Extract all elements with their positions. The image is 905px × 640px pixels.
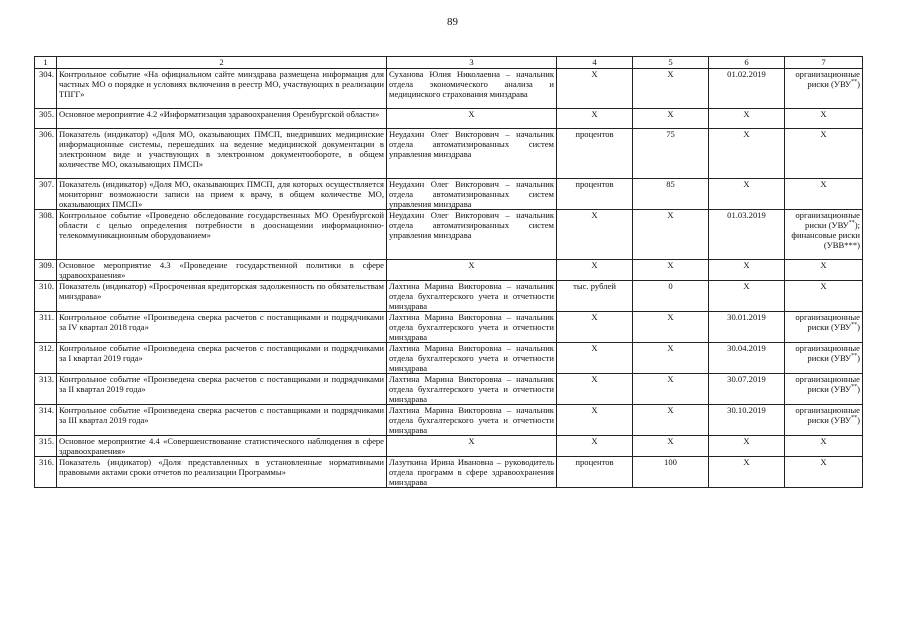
row-date: Х xyxy=(709,436,785,457)
row-executor: Неудахин Олег Викторович – начальник отдела автоматизированных систем управления минздрава xyxy=(387,210,557,260)
row-number: 316. xyxy=(35,457,57,488)
risk-text: Х xyxy=(820,109,827,119)
row-name: Контрольное событие «Проведено обследование государственных МО Оренбургской области с целью определения потребности в дооснащении информационно-телекоммуникационным оборудованием» xyxy=(57,210,387,260)
row-executor: Х xyxy=(387,436,557,457)
risk-text: Х xyxy=(820,260,827,270)
row-number: 307. xyxy=(35,179,57,210)
row-executor: Суханова Юлия Николаевна – начальник отдела экономического анализа и медицинского страхования минздрава xyxy=(387,69,557,109)
row-value: Х xyxy=(633,312,709,343)
row-risk xyxy=(785,457,863,488)
row-executor: Лахтина Марина Викторовна – начальник отдела бухгалтерского учета и отчетности минздрава xyxy=(387,281,557,312)
row-executor: Лахтина Марина Викторовна – начальник отдела бухгалтерского учета и отчетности минздрава xyxy=(387,312,557,343)
row-name: Контрольное событие «Произведена сверка расчетов с поставщиками и подрядчиками за I квартал 2019 года» xyxy=(57,343,387,374)
risk-text: организационные риски (УВУ xyxy=(795,312,860,332)
row-risk xyxy=(785,343,863,374)
row-unit: процентов xyxy=(557,129,633,179)
row-date: Х xyxy=(709,281,785,312)
row-date: 30.07.2019 xyxy=(709,374,785,405)
row-risk xyxy=(785,210,863,260)
row-date: Х xyxy=(709,129,785,179)
row-value: 0 xyxy=(633,281,709,312)
row-executor: Х xyxy=(387,109,557,129)
row-name: Контрольное событие «Произведена сверка расчетов с поставщиками и подрядчиками за III квартал 2019 года» xyxy=(57,405,387,436)
table-row xyxy=(35,109,863,129)
row-number: 309. xyxy=(35,260,57,281)
risk-text: организационные риски (УВУ xyxy=(795,210,860,230)
row-number: 315. xyxy=(35,436,57,457)
row-unit: Х xyxy=(557,343,633,374)
row-unit: процентов xyxy=(557,179,633,210)
risk-text: организационные риски (УВУ xyxy=(795,374,860,394)
column-header: 4 xyxy=(557,57,633,69)
row-risk xyxy=(785,69,863,109)
column-header: 5 xyxy=(633,57,709,69)
row-name: Контрольное событие «На официальном сайте минздрава размещена информация для частных МО о порядке и условиях включения в реестр МО, участвующих в реализации ТПГГ» xyxy=(57,69,387,109)
row-value: 100 xyxy=(633,457,709,488)
row-risk xyxy=(785,260,863,281)
row-name: Показатель (индикатор) «Доля МО, оказывающих ПМСП, для которых осуществляется мониторинг возможности записи на прием к врачу, в общем количестве МО, оказывающих ПМСП» xyxy=(57,179,387,210)
risk-footnote-mark: ** xyxy=(851,415,858,422)
row-number: 308. xyxy=(35,210,57,260)
row-name: Контрольное событие «Произведена сверка расчетов с поставщиками и подрядчиками за II квартал 2019 года» xyxy=(57,374,387,405)
row-value: 75 xyxy=(633,129,709,179)
table-row xyxy=(35,312,863,343)
risk-text: Х xyxy=(820,179,827,189)
row-unit: Х xyxy=(557,109,633,129)
row-value: Х xyxy=(633,260,709,281)
row-date: 30.01.2019 xyxy=(709,312,785,343)
row-number: 304. xyxy=(35,69,57,109)
row-date: Х xyxy=(709,179,785,210)
row-number: 311. xyxy=(35,312,57,343)
row-unit: Х xyxy=(557,374,633,405)
row-risk xyxy=(785,109,863,129)
table-row xyxy=(35,210,863,260)
row-date: 01.03.2019 xyxy=(709,210,785,260)
risk-tail: ); финансовые риски (УВВ***) xyxy=(791,220,860,250)
row-executor: Лахтина Марина Викторовна – начальник отдела бухгалтерского учета и отчетности минздрава xyxy=(387,405,557,436)
risk-text: организационные риски (УВУ xyxy=(795,343,860,363)
row-unit: Х xyxy=(557,210,633,260)
row-executor: Неудахин Олег Викторович – начальник отдела автоматизированных систем управления минздрава xyxy=(387,129,557,179)
row-unit: тыс. рублей xyxy=(557,281,633,312)
table-row xyxy=(35,457,863,488)
row-number: 310. xyxy=(35,281,57,312)
risk-text: организационные риски (УВУ xyxy=(795,405,860,425)
row-risk xyxy=(785,436,863,457)
risk-footnote-mark: ** xyxy=(851,79,858,86)
row-risk xyxy=(785,405,863,436)
risk-tail: ) xyxy=(857,384,860,394)
row-unit: Х xyxy=(557,312,633,343)
row-date: 30.10.2019 xyxy=(709,405,785,436)
row-name: Основное мероприятие 4.3 «Проведение государственной политики в сфере здравоохранения» xyxy=(57,260,387,281)
row-value: Х xyxy=(633,343,709,374)
risk-text: Х xyxy=(820,436,827,446)
row-risk xyxy=(785,179,863,210)
table-row xyxy=(35,129,863,179)
risk-text: организационные риски (УВУ xyxy=(795,69,860,89)
table-row xyxy=(35,405,863,436)
row-risk xyxy=(785,312,863,343)
page-number: 89 xyxy=(447,16,458,28)
risk-footnote-mark: ** xyxy=(851,353,858,360)
row-value: Х xyxy=(633,436,709,457)
column-header: 2 xyxy=(57,57,387,69)
row-unit: Х xyxy=(557,405,633,436)
column-header: 3 xyxy=(387,57,557,69)
row-name: Показатель (индикатор) «Доля МО, оказывающих ПМСП, внедривших медицинские информационные системы, перешедших на ведение медицинской документации в электронном виде и участвующих в электронном документообороте, в общем количестве МО, оказывающих ПМСП» xyxy=(57,129,387,179)
risk-footnote-mark: ** xyxy=(848,220,855,227)
row-unit: процентов xyxy=(557,457,633,488)
column-header: 1 xyxy=(35,57,57,69)
row-number: 313. xyxy=(35,374,57,405)
risk-text: Х xyxy=(820,129,827,139)
row-name: Контрольное событие «Произведена сверка расчетов с поставщиками и подрядчиками за IV квартал 2018 года» xyxy=(57,312,387,343)
row-risk xyxy=(785,374,863,405)
column-header: 6 xyxy=(709,57,785,69)
row-name: Показатель (индикатор) «Просроченная кредиторская задолженность по обязательствам минздрава» xyxy=(57,281,387,312)
table-row xyxy=(35,69,863,109)
risk-text: Х xyxy=(820,457,827,467)
row-risk xyxy=(785,129,863,179)
row-date: Х xyxy=(709,457,785,488)
risk-tail: ) xyxy=(857,322,860,332)
row-date: Х xyxy=(709,109,785,129)
row-value: Х xyxy=(633,109,709,129)
table-row xyxy=(35,260,863,281)
row-executor: Лахтина Марина Викторовна – начальник отдела бухгалтерского учета и отчетности минздрава xyxy=(387,343,557,374)
table-row xyxy=(35,179,863,210)
row-executor: Неудахин Олег Викторович – начальник отдела автоматизированных систем управления минздрава xyxy=(387,179,557,210)
row-executor: Лазуткина Ирина Ивановна – руководитель отдела программ в сфере здравоохранения минздрава xyxy=(387,457,557,488)
row-value: Х xyxy=(633,374,709,405)
row-executor: Х xyxy=(387,260,557,281)
row-unit: Х xyxy=(557,260,633,281)
row-date: 30.04.2019 xyxy=(709,343,785,374)
row-name: Основное мероприятие 4.4 «Совершенствование статистического наблюдения в сфере здравоохранения» xyxy=(57,436,387,457)
risk-tail: ) xyxy=(857,79,860,89)
row-value: Х xyxy=(633,405,709,436)
row-value: Х xyxy=(633,69,709,109)
table-row xyxy=(35,281,863,312)
table-row xyxy=(35,374,863,405)
risk-text: Х xyxy=(820,281,827,291)
table-row xyxy=(35,436,863,457)
row-risk xyxy=(785,281,863,312)
row-date: Х xyxy=(709,260,785,281)
row-unit: Х xyxy=(557,436,633,457)
table-row xyxy=(35,343,863,374)
risk-tail: ) xyxy=(857,415,860,425)
row-executor: Лахтина Марина Викторовна – начальник отдела бухгалтерского учета и отчетности минздрава xyxy=(387,374,557,405)
row-name: Показатель (индикатор) «Доля представленных в установленные нормативными правовыми актами сроки отчетов по реализации Программы» xyxy=(57,457,387,488)
plan-table xyxy=(34,56,863,488)
row-unit: Х xyxy=(557,69,633,109)
row-value: Х xyxy=(633,210,709,260)
header-row xyxy=(35,57,863,69)
risk-footnote-mark: ** xyxy=(851,384,858,391)
row-number: 314. xyxy=(35,405,57,436)
row-date: 01.02.2019 xyxy=(709,69,785,109)
row-name: Основное мероприятие 4.2 «Информатизация здравоохранения Оренбургской области» xyxy=(57,109,387,129)
row-number: 306. xyxy=(35,129,57,179)
row-number: 312. xyxy=(35,343,57,374)
risk-tail: ) xyxy=(857,353,860,363)
risk-footnote-mark: ** xyxy=(851,322,858,329)
row-number: 305. xyxy=(35,109,57,129)
row-value: 85 xyxy=(633,179,709,210)
column-header: 7 xyxy=(785,57,863,69)
